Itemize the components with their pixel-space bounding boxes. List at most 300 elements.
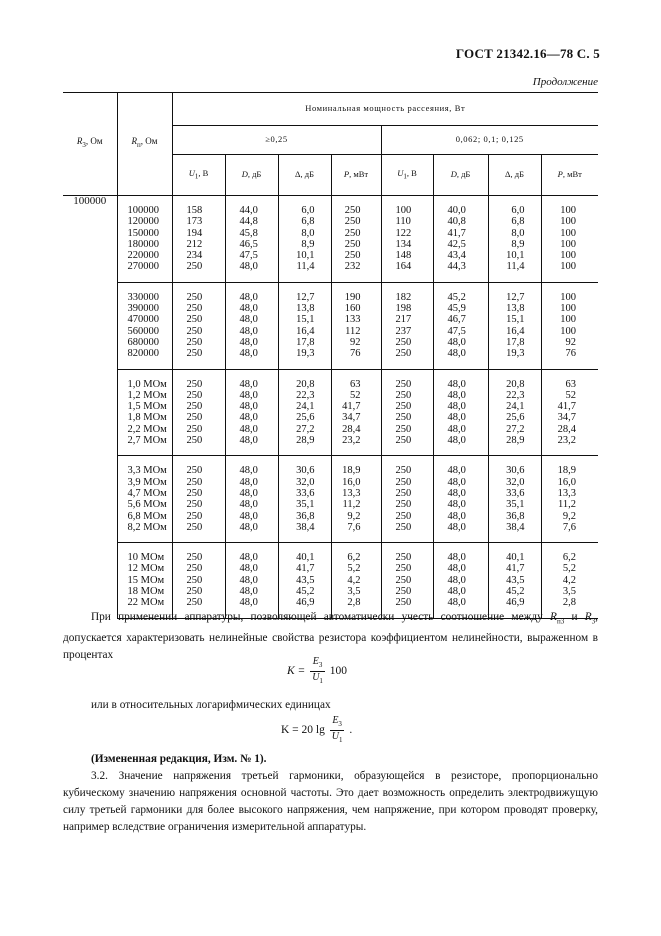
value-cell: 250: [381, 435, 433, 456]
formula-log: K = 20 lg $\frac{E_3}{U_1}$ .: [281, 715, 353, 744]
col-p-g1: P, мВт: [331, 155, 381, 196]
table-row: [63, 250, 598, 261]
value-cell: 5,2: [331, 563, 381, 574]
value-cell: 13,3: [541, 488, 598, 499]
value-cell: 48,0: [225, 401, 278, 412]
value-cell: 250: [172, 401, 225, 412]
rn-cell: 1,8 МОм: [117, 412, 172, 423]
value-cell: 4,2: [541, 575, 598, 586]
table-row: [63, 435, 598, 456]
value-cell: 100: [541, 303, 598, 314]
value-cell: 133: [331, 314, 381, 325]
table-row: [63, 326, 598, 337]
table-row: [63, 586, 598, 597]
table-row: [63, 261, 598, 282]
table-row: [63, 511, 598, 522]
table-row: [63, 337, 598, 348]
rn-cell: 12 МОм: [117, 563, 172, 574]
value-cell: 48,0: [433, 456, 488, 477]
value-cell: 48,0: [433, 499, 488, 510]
value-cell: 92: [331, 337, 381, 348]
value-cell: 250: [381, 597, 433, 618]
value-cell: 33,6: [278, 488, 331, 499]
value-cell: 250: [172, 586, 225, 597]
rn-cell: 6,8 МОм: [117, 511, 172, 522]
value-cell: 48,0: [225, 488, 278, 499]
value-cell: 92: [541, 337, 598, 348]
main-header: Номинальная мощность рассеяния, Вт: [172, 93, 598, 126]
value-cell: 52: [541, 390, 598, 401]
value-cell: 250: [172, 477, 225, 488]
value-cell: 48,0: [225, 597, 278, 618]
table-row: [63, 488, 598, 499]
value-cell: 48,0: [225, 563, 278, 574]
value-cell: 232: [331, 261, 381, 282]
value-cell: 41,7: [541, 401, 598, 412]
value-cell: 6,8: [278, 216, 331, 227]
table-row: [63, 348, 598, 369]
continuation-label: Продолжение: [532, 76, 598, 88]
value-cell: 250: [172, 412, 225, 423]
value-cell: 48,0: [225, 435, 278, 456]
value-cell: 30,6: [488, 456, 541, 477]
value-cell: 48,0: [225, 261, 278, 282]
value-cell: 45,2: [488, 586, 541, 597]
rn-cell: 180000: [117, 239, 172, 250]
value-cell: 19,3: [278, 348, 331, 369]
value-cell: 100: [541, 196, 598, 217]
value-cell: 44,3: [433, 261, 488, 282]
amendment-note: (Измененная редакция, Изм. № 1).: [91, 753, 267, 765]
value-cell: 43,5: [278, 575, 331, 586]
table-row: [63, 522, 598, 543]
value-cell: 9,2: [541, 511, 598, 522]
value-cell: 8,0: [278, 228, 331, 239]
value-cell: 46,7: [433, 314, 488, 325]
value-cell: 52: [331, 390, 381, 401]
table-row: [63, 401, 598, 412]
value-cell: 48,0: [225, 348, 278, 369]
value-cell: 48,0: [433, 369, 488, 390]
value-cell: 250: [381, 401, 433, 412]
value-cell: 48,0: [433, 575, 488, 586]
value-cell: 45,2: [433, 282, 488, 303]
value-cell: 46,5: [225, 239, 278, 250]
value-cell: 4,2: [331, 575, 381, 586]
value-cell: 15,1: [278, 314, 331, 325]
value-cell: 6,2: [541, 543, 598, 564]
value-cell: 250: [172, 511, 225, 522]
group2-header: 0,062; 0,1; 0,125: [381, 126, 598, 155]
value-cell: 173: [172, 216, 225, 227]
value-cell: 24,1: [278, 401, 331, 412]
data-table: [63, 92, 598, 619]
value-cell: 250: [381, 586, 433, 597]
rn-cell: 2,2 МОм: [117, 424, 172, 435]
value-cell: 40,1: [488, 543, 541, 564]
value-cell: 40,0: [433, 196, 488, 217]
rn-cell: 3,9 МОм: [117, 477, 172, 488]
value-cell: 12,7: [488, 282, 541, 303]
value-cell: 6,0: [278, 196, 331, 217]
value-cell: 3,5: [541, 586, 598, 597]
value-cell: 7,6: [541, 522, 598, 543]
value-cell: 48,0: [433, 488, 488, 499]
value-cell: 250: [331, 216, 381, 227]
rn-cell: 5,6 МОм: [117, 499, 172, 510]
value-cell: 48,0: [225, 575, 278, 586]
value-cell: 250: [172, 326, 225, 337]
table-row: [63, 303, 598, 314]
value-cell: 48,0: [225, 456, 278, 477]
value-cell: 250: [172, 303, 225, 314]
value-cell: 17,8: [278, 337, 331, 348]
value-cell: 250: [172, 282, 225, 303]
value-cell: 250: [172, 348, 225, 369]
value-cell: 17,8: [488, 337, 541, 348]
value-cell: 250: [172, 543, 225, 564]
rn-cell: 120000: [117, 216, 172, 227]
value-cell: 48,0: [225, 412, 278, 423]
col-header-r3: $R_3$, Ом: [63, 93, 117, 196]
value-cell: 22,3: [278, 390, 331, 401]
r3-value: 100000: [73, 195, 107, 207]
value-cell: 48,0: [225, 522, 278, 543]
value-cell: 13,8: [278, 303, 331, 314]
value-cell: 48,0: [433, 424, 488, 435]
value-cell: 27,2: [488, 424, 541, 435]
rn-cell: 100000: [117, 196, 172, 217]
value-cell: 48,0: [433, 390, 488, 401]
value-cell: 250: [381, 369, 433, 390]
col-d-g1: D, дБ: [225, 155, 278, 196]
rn-cell: 470000: [117, 314, 172, 325]
value-cell: 250: [381, 412, 433, 423]
value-cell: 16,4: [278, 326, 331, 337]
value-cell: 48,0: [433, 597, 488, 618]
value-cell: 194: [172, 228, 225, 239]
value-cell: 24,1: [488, 401, 541, 412]
value-cell: 48,0: [433, 543, 488, 564]
value-cell: 250: [172, 563, 225, 574]
rn-cell: 3,3 МОм: [117, 456, 172, 477]
value-cell: 250: [172, 575, 225, 586]
value-cell: 48,0: [433, 435, 488, 456]
value-cell: 63: [331, 369, 381, 390]
value-cell: 250: [381, 456, 433, 477]
value-cell: 100: [541, 216, 598, 227]
value-cell: 48,0: [433, 563, 488, 574]
value-cell: 19,3: [488, 348, 541, 369]
table-row: [63, 282, 598, 303]
value-cell: 41,7: [278, 563, 331, 574]
value-cell: 13,8: [488, 303, 541, 314]
value-cell: 11,2: [541, 499, 598, 510]
value-cell: 100: [541, 326, 598, 337]
value-cell: 42,5: [433, 239, 488, 250]
value-cell: 48,0: [225, 424, 278, 435]
value-cell: 35,1: [278, 499, 331, 510]
value-cell: 48,0: [225, 499, 278, 510]
value-cell: 6,2: [331, 543, 381, 564]
rn-cell: 330000: [117, 282, 172, 303]
value-cell: 18,9: [331, 456, 381, 477]
value-cell: 16,0: [541, 477, 598, 488]
value-cell: 250: [381, 499, 433, 510]
value-cell: 217: [381, 314, 433, 325]
value-cell: 48,0: [433, 477, 488, 488]
table-row: [63, 369, 598, 390]
value-cell: 48,0: [225, 303, 278, 314]
value-cell: 15,1: [488, 314, 541, 325]
value-cell: 100: [541, 261, 598, 282]
value-cell: 100: [541, 314, 598, 325]
value-cell: 100: [541, 239, 598, 250]
table-row: [63, 543, 598, 564]
value-cell: 250: [381, 575, 433, 586]
table-row: [63, 239, 598, 250]
table-row: [63, 563, 598, 574]
table-row: [63, 575, 598, 586]
value-cell: 10,1: [278, 250, 331, 261]
value-cell: 48,0: [225, 511, 278, 522]
value-cell: 76: [541, 348, 598, 369]
rn-cell: 4,7 МОм: [117, 488, 172, 499]
value-cell: 25,6: [488, 412, 541, 423]
value-cell: 3,5: [331, 586, 381, 597]
value-cell: 36,8: [278, 511, 331, 522]
formula-percent: K = $\frac{E_3}{U_1}$ 100: [287, 656, 348, 685]
value-cell: 63: [541, 369, 598, 390]
value-cell: 250: [172, 522, 225, 543]
rn-cell: 2,7 МОм: [117, 435, 172, 456]
value-cell: 100: [381, 196, 433, 217]
value-cell: 250: [331, 239, 381, 250]
table-row: [63, 196, 598, 217]
value-cell: 8,9: [278, 239, 331, 250]
value-cell: 250: [381, 348, 433, 369]
value-cell: 41,7: [433, 228, 488, 239]
page-header: ГОСТ 21342.16—78 С. 5: [455, 46, 600, 61]
value-cell: 48,0: [433, 401, 488, 412]
value-cell: 33,6: [488, 488, 541, 499]
value-cell: 212: [172, 239, 225, 250]
value-cell: 48,0: [225, 586, 278, 597]
value-cell: 32,0: [488, 477, 541, 488]
rn-cell: 18 МОм: [117, 586, 172, 597]
value-cell: 250: [172, 488, 225, 499]
table-row: [63, 390, 598, 401]
value-cell: 27,2: [278, 424, 331, 435]
value-cell: 22,3: [488, 390, 541, 401]
value-cell: 43,5: [488, 575, 541, 586]
value-cell: 2,8: [541, 597, 598, 618]
value-cell: 20,8: [488, 369, 541, 390]
value-cell: 250: [381, 424, 433, 435]
value-cell: 48,0: [225, 282, 278, 303]
value-cell: 198: [381, 303, 433, 314]
value-cell: 250: [172, 456, 225, 477]
value-cell: 100: [541, 228, 598, 239]
value-cell: 16,4: [488, 326, 541, 337]
value-cell: 250: [331, 196, 381, 217]
value-cell: 13,3: [331, 488, 381, 499]
value-cell: 160: [331, 303, 381, 314]
col-header-rn: $R_п$, Ом: [117, 93, 172, 196]
value-cell: 48,0: [433, 412, 488, 423]
value-cell: 250: [381, 477, 433, 488]
value-cell: 100: [541, 282, 598, 303]
value-cell: 45,2: [278, 586, 331, 597]
value-cell: 190: [331, 282, 381, 303]
value-cell: 38,4: [488, 522, 541, 543]
rn-cell: 220000: [117, 250, 172, 261]
value-cell: 100: [541, 250, 598, 261]
value-cell: 16,0: [331, 477, 381, 488]
value-cell: 44,8: [225, 216, 278, 227]
value-cell: 23,2: [541, 435, 598, 456]
value-cell: 7,6: [331, 522, 381, 543]
value-cell: 250: [381, 390, 433, 401]
value-cell: 23,2: [331, 435, 381, 456]
table-row: [63, 477, 598, 488]
value-cell: 164: [381, 261, 433, 282]
group1-header: ≥0,25: [172, 126, 381, 155]
value-cell: 48,0: [433, 586, 488, 597]
value-cell: 250: [172, 597, 225, 618]
col-u1-g2: $U_1$, В: [381, 155, 433, 196]
rn-cell: 270000: [117, 261, 172, 282]
value-cell: 20,8: [278, 369, 331, 390]
paragraph-3: 3.2. Значение напряжения третьей гармоники, образующейся в резисторе, пропорционально кубическому значению напряжения основной частоты. Это дает возможность определить электродвижущую силу третьей гармоники для более высокого напряжения, чем напряжение, при котором проводят проверку, например вследствие ограничения измерительной аппаратуры.: [63, 770, 598, 833]
rn-cell: 680000: [117, 337, 172, 348]
table-row: [63, 424, 598, 435]
value-cell: 8,9: [488, 239, 541, 250]
rn-cell: 22 МОм: [117, 597, 172, 618]
rn-cell: 15 МОм: [117, 575, 172, 586]
value-cell: 48,0: [225, 477, 278, 488]
value-cell: 44,0: [225, 196, 278, 217]
rn-cell: 390000: [117, 303, 172, 314]
value-cell: 148: [381, 250, 433, 261]
value-cell: 12,7: [278, 282, 331, 303]
table-row: [63, 314, 598, 325]
value-cell: 41,7: [331, 401, 381, 412]
value-cell: 28,9: [278, 435, 331, 456]
value-cell: 250: [381, 337, 433, 348]
value-cell: 48,0: [225, 390, 278, 401]
value-cell: 250: [381, 488, 433, 499]
value-cell: 76: [331, 348, 381, 369]
rn-cell: 820000: [117, 348, 172, 369]
value-cell: 48,0: [225, 326, 278, 337]
value-cell: 36,8: [488, 511, 541, 522]
value-cell: 250: [381, 543, 433, 564]
value-cell: 40,8: [433, 216, 488, 227]
table-row: [63, 216, 598, 227]
value-cell: 8,0: [488, 228, 541, 239]
value-cell: 18,9: [541, 456, 598, 477]
value-cell: 30,6: [278, 456, 331, 477]
value-cell: 250: [172, 261, 225, 282]
value-cell: 237: [381, 326, 433, 337]
value-cell: 110: [381, 216, 433, 227]
value-cell: 47,5: [225, 250, 278, 261]
value-cell: 2,8: [331, 597, 381, 618]
value-cell: 35,1: [488, 499, 541, 510]
value-cell: 122: [381, 228, 433, 239]
value-cell: 48,0: [433, 522, 488, 543]
paragraph-1: При применении аппаратуры, позволяющей автоматически учесть соотношение между $R_{п3}$ и $R_3$, допускается характеризовать нелинейные свойства резистора коэффициентом нелинейности, выраженном в процентах: [63, 611, 598, 662]
value-cell: 250: [381, 511, 433, 522]
value-cell: 34,7: [331, 412, 381, 423]
value-cell: 5,2: [541, 563, 598, 574]
paragraph-2: или в относительных логарифмических единицах: [91, 699, 331, 711]
table-row: [63, 228, 598, 239]
value-cell: 250: [381, 522, 433, 543]
value-cell: 32,0: [278, 477, 331, 488]
value-cell: 46,9: [278, 597, 331, 618]
value-cell: 46,9: [488, 597, 541, 618]
col-u1-g1: $U_1$, В: [172, 155, 225, 196]
value-cell: 48,0: [225, 369, 278, 390]
value-cell: 250: [331, 250, 381, 261]
value-cell: 48,0: [433, 348, 488, 369]
value-cell: 25,6: [278, 412, 331, 423]
value-cell: 43,4: [433, 250, 488, 261]
value-cell: 6,8: [488, 216, 541, 227]
value-cell: 11,2: [331, 499, 381, 510]
value-cell: 48,0: [225, 314, 278, 325]
value-cell: 250: [172, 424, 225, 435]
value-cell: 10,1: [488, 250, 541, 261]
value-cell: 45,8: [225, 228, 278, 239]
rn-cell: 8,2 МОм: [117, 522, 172, 543]
col-delta-g2: Δ, дБ: [488, 155, 541, 196]
value-cell: 28,9: [488, 435, 541, 456]
value-cell: 250: [331, 228, 381, 239]
value-cell: 38,4: [278, 522, 331, 543]
value-cell: 48,0: [225, 543, 278, 564]
value-cell: 182: [381, 282, 433, 303]
value-cell: 40,1: [278, 543, 331, 564]
value-cell: 41,7: [488, 563, 541, 574]
table-row: [63, 499, 598, 510]
value-cell: 112: [331, 326, 381, 337]
col-d-g2: D, дБ: [433, 155, 488, 196]
value-cell: 250: [172, 369, 225, 390]
value-cell: 250: [172, 314, 225, 325]
rn-cell: 150000: [117, 228, 172, 239]
table-row: [63, 412, 598, 423]
value-cell: 158: [172, 196, 225, 217]
col-delta-g1: Δ, дБ: [278, 155, 331, 196]
value-cell: 34,7: [541, 412, 598, 423]
value-cell: 11,4: [488, 261, 541, 282]
value-cell: 48,0: [433, 511, 488, 522]
value-cell: 45,9: [433, 303, 488, 314]
rn-cell: 1,0 МОм: [117, 369, 172, 390]
col-p-g2: P, мВт: [541, 155, 598, 196]
value-cell: 134: [381, 239, 433, 250]
value-cell: 48,0: [225, 337, 278, 348]
value-cell: 250: [172, 435, 225, 456]
value-cell: 28,4: [541, 424, 598, 435]
table-row: [63, 456, 598, 477]
value-cell: 9,2: [331, 511, 381, 522]
value-cell: 250: [381, 563, 433, 574]
value-cell: 234: [172, 250, 225, 261]
